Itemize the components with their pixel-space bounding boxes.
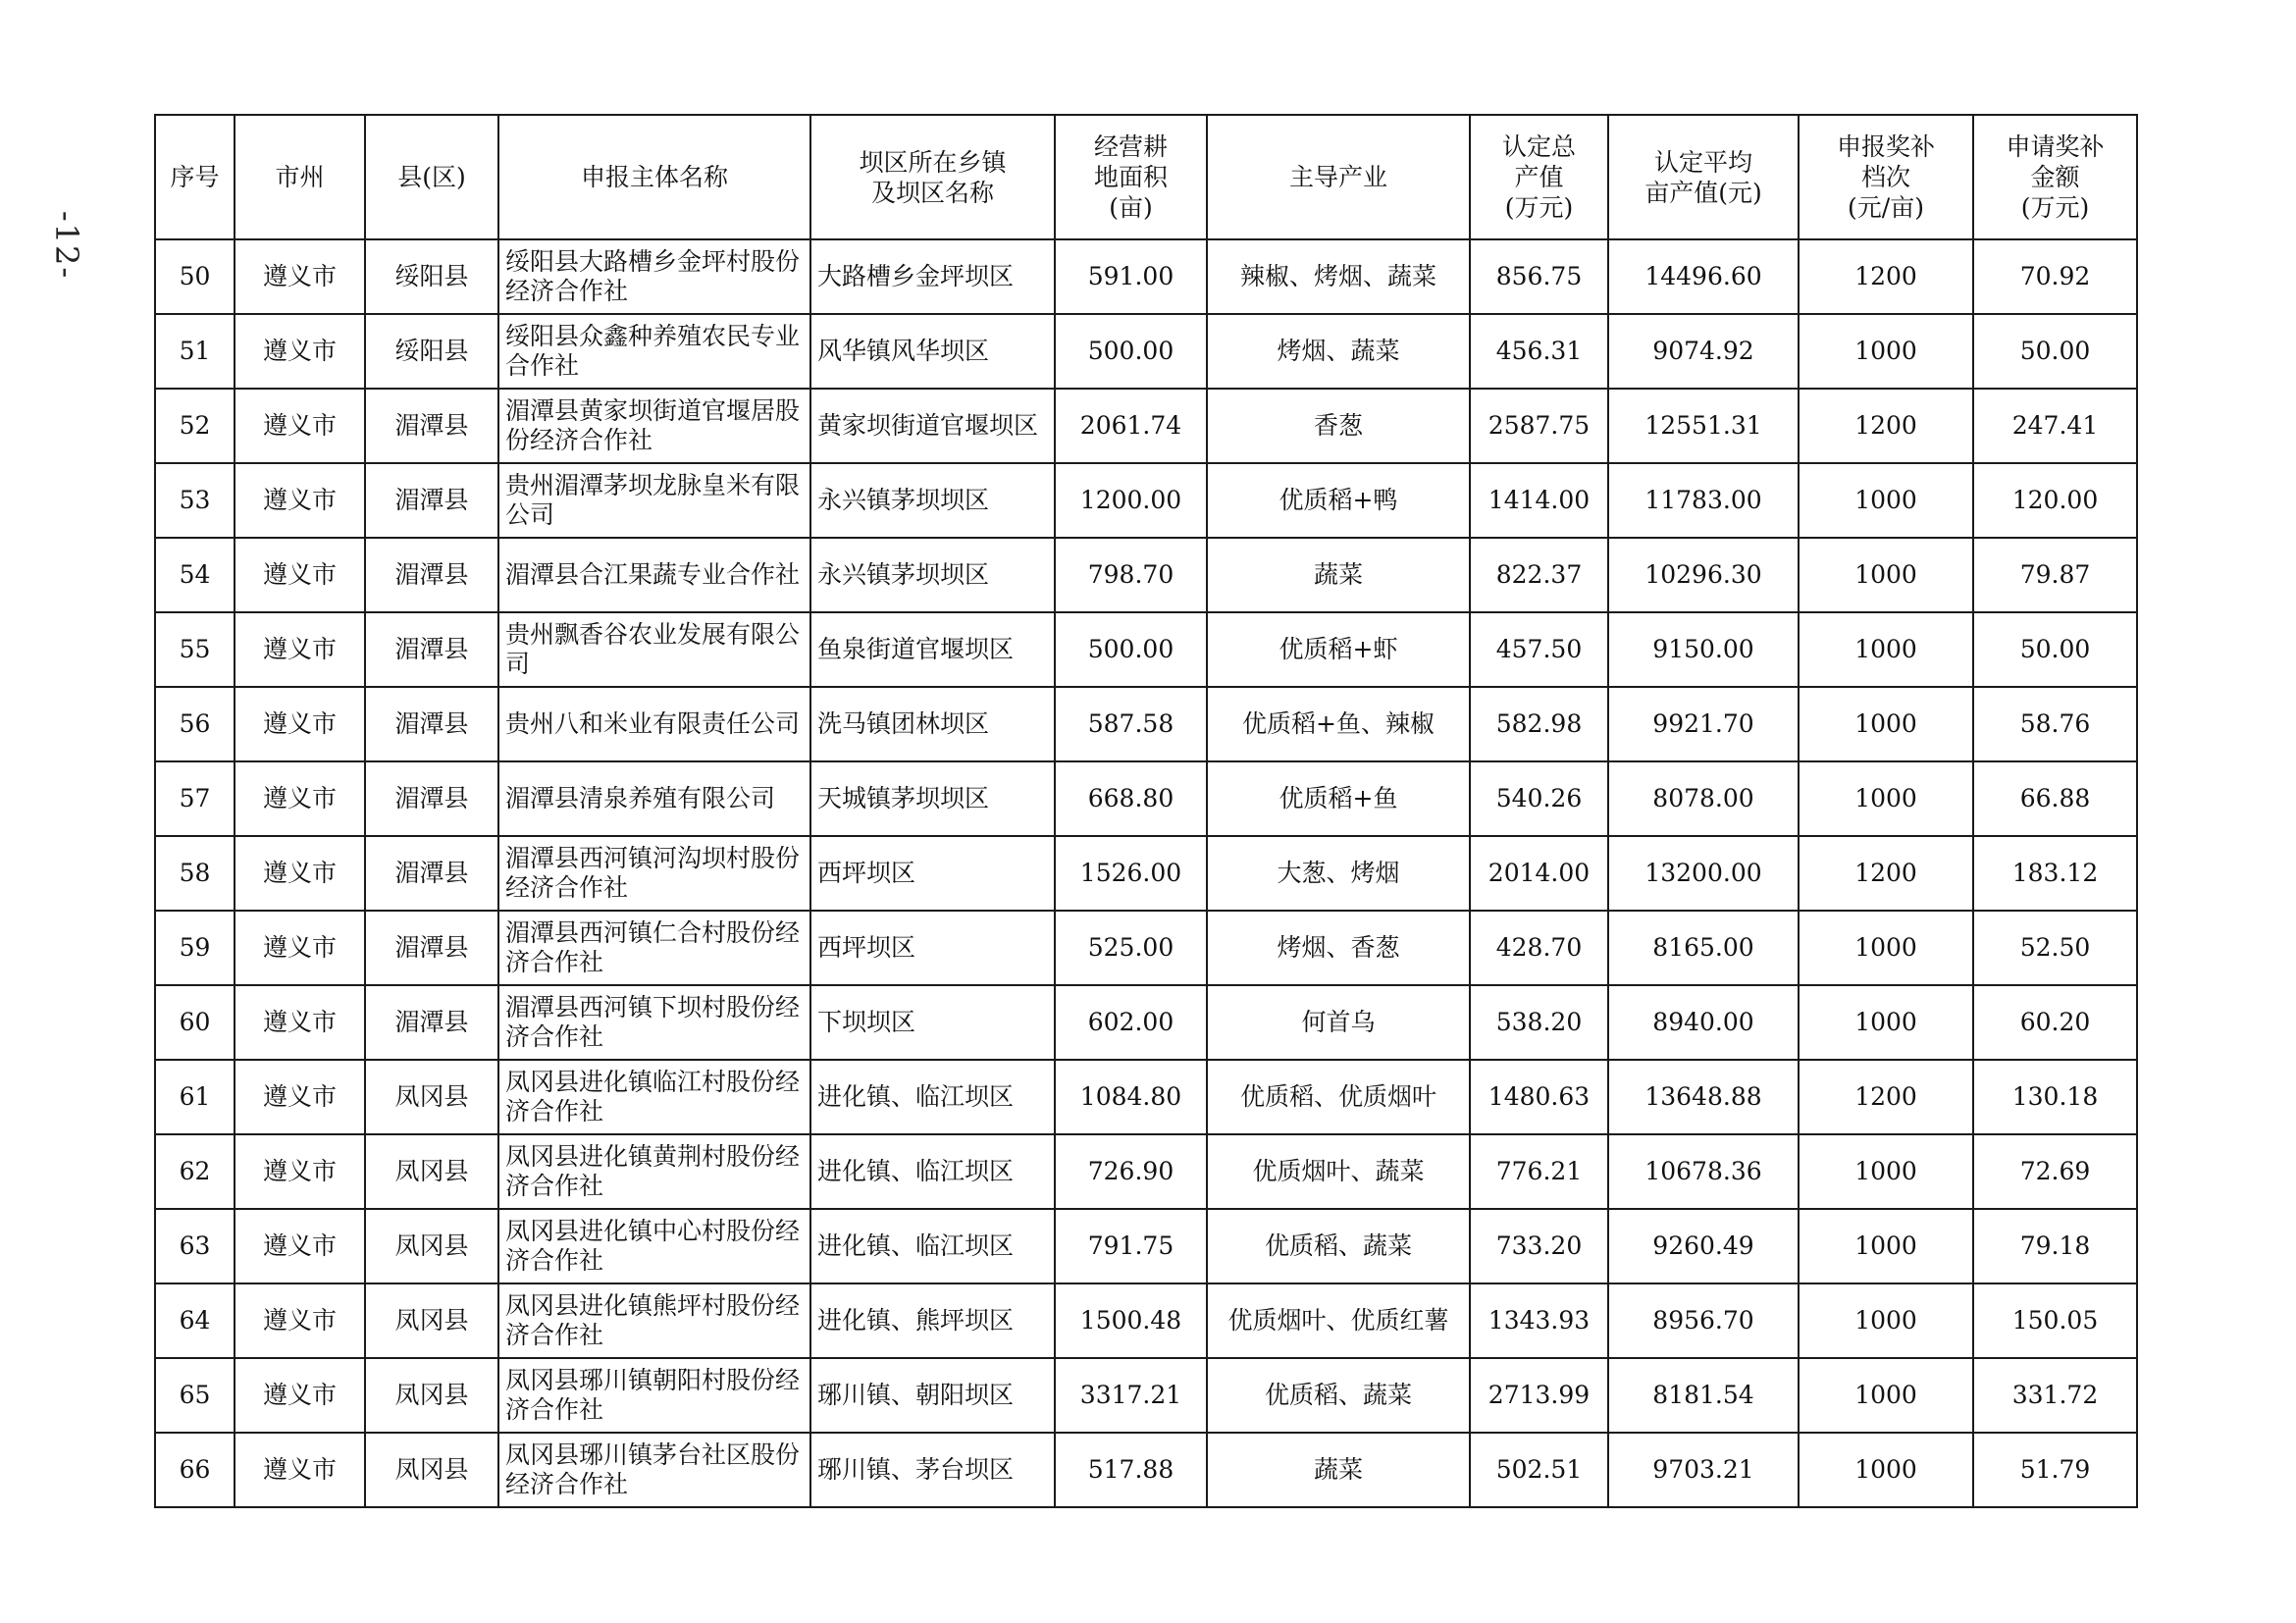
cell-seq: 62 [155,1134,235,1209]
cell-avg-output: 14496.60 [1608,239,1799,314]
cell-applicant: 湄潭县西河镇仁合村股份经济合作社 [498,911,810,985]
cell-county: 湄潭县 [365,389,498,463]
cell-zone: 进化镇、临江坝区 [810,1209,1055,1283]
table-row [155,612,2137,687]
cell-amount: 79.87 [1973,538,2137,612]
cell-seq: 64 [155,1283,235,1358]
cell-amount: 51.79 [1973,1433,2137,1507]
cell-area: 2061.74 [1055,389,1207,463]
cell-amount: 183.12 [1973,836,2137,911]
cell-tier: 1000 [1799,1358,1973,1433]
cell-city: 遵义市 [235,612,365,687]
header-seq: 序号 [155,115,235,239]
cell-avg-output: 9921.70 [1608,687,1799,761]
cell-county: 湄潭县 [365,612,498,687]
cell-city: 遵义市 [235,687,365,761]
cell-total-output: 733.20 [1470,1209,1608,1283]
cell-zone: 天城镇茅坝坝区 [810,761,1055,836]
cell-county: 凤冈县 [365,1283,498,1358]
cell-area: 1500.48 [1055,1283,1207,1358]
cell-county: 凤冈县 [365,1060,498,1134]
cell-city: 遵义市 [235,314,365,389]
header-county: 县(区) [365,115,498,239]
cell-applicant: 凤冈县进化镇中心村股份经济合作社 [498,1209,810,1283]
cell-amount: 60.20 [1973,985,2137,1060]
cell-zone: 进化镇、临江坝区 [810,1060,1055,1134]
cell-city: 遵义市 [235,1209,365,1283]
cell-avg-output: 9703.21 [1608,1433,1799,1507]
cell-applicant: 凤冈县进化镇熊坪村股份经济合作社 [498,1283,810,1358]
cell-tier: 1200 [1799,239,1973,314]
cell-area: 726.90 [1055,1134,1207,1209]
table-row [155,1358,2137,1433]
cell-total-output: 2014.00 [1470,836,1608,911]
cell-zone: 进化镇、临江坝区 [810,1134,1055,1209]
cell-tier: 1000 [1799,1209,1973,1283]
cell-tier: 1200 [1799,836,1973,911]
table-row [155,314,2137,389]
cell-county: 湄潭县 [365,985,498,1060]
subsidy-table [154,114,2138,1508]
cell-industry: 优质稻+鱼 [1207,761,1470,836]
cell-total-output: 822.37 [1470,538,1608,612]
cell-applicant: 湄潭县清泉养殖有限公司 [498,761,810,836]
cell-applicant: 凤冈县琊川镇朝阳村股份经济合作社 [498,1358,810,1433]
cell-tier: 1000 [1799,1134,1973,1209]
cell-applicant: 贵州湄潭茅坝龙脉皇米有限公司 [498,463,810,538]
cell-county: 湄潭县 [365,836,498,911]
cell-tier: 1000 [1799,687,1973,761]
cell-area: 791.75 [1055,1209,1207,1283]
cell-amount: 50.00 [1973,612,2137,687]
cell-avg-output: 10678.36 [1608,1134,1799,1209]
cell-amount: 66.88 [1973,761,2137,836]
cell-county: 凤冈县 [365,1433,498,1507]
cell-tier: 1000 [1799,911,1973,985]
table-header-row [155,115,2137,239]
header-total-output: 认定总 产值 (万元) [1470,115,1608,239]
cell-zone: 风华镇风华坝区 [810,314,1055,389]
cell-city: 遵义市 [235,985,365,1060]
cell-applicant: 湄潭县西河镇河沟坝村股份经济合作社 [498,836,810,911]
cell-tier: 1200 [1799,389,1973,463]
cell-avg-output: 9150.00 [1608,612,1799,687]
cell-applicant: 湄潭县黄家坝街道官堰居股份经济合作社 [498,389,810,463]
cell-industry: 优质稻+鸭 [1207,463,1470,538]
cell-county: 湄潭县 [365,687,498,761]
cell-applicant: 贵州八和米业有限责任公司 [498,687,810,761]
cell-avg-output: 11783.00 [1608,463,1799,538]
cell-tier: 1200 [1799,1060,1973,1134]
cell-seq: 65 [155,1358,235,1433]
cell-county: 湄潭县 [365,761,498,836]
table-body [155,239,2137,1507]
cell-seq: 50 [155,239,235,314]
table-row [155,463,2137,538]
cell-applicant: 贵州飘香谷农业发展有限公司 [498,612,810,687]
cell-zone: 鱼泉街道官堰坝区 [810,612,1055,687]
cell-amount: 70.92 [1973,239,2137,314]
cell-tier: 1000 [1799,761,1973,836]
cell-area: 591.00 [1055,239,1207,314]
cell-seq: 57 [155,761,235,836]
header-area: 经营耕 地面积 (亩) [1055,115,1207,239]
cell-industry: 烤烟、香葱 [1207,911,1470,985]
cell-seq: 59 [155,911,235,985]
cell-industry: 烤烟、蔬菜 [1207,314,1470,389]
table-row [155,239,2137,314]
cell-applicant: 凤冈县琊川镇茅台社区股份经济合作社 [498,1433,810,1507]
cell-amount: 79.18 [1973,1209,2137,1283]
cell-total-output: 457.50 [1470,612,1608,687]
cell-total-output: 1480.63 [1470,1060,1608,1134]
cell-tier: 1000 [1799,463,1973,538]
cell-amount: 58.76 [1973,687,2137,761]
cell-zone: 大路槽乡金坪坝区 [810,239,1055,314]
cell-industry: 优质稻、蔬菜 [1207,1358,1470,1433]
cell-avg-output: 12551.31 [1608,389,1799,463]
cell-total-output: 428.70 [1470,911,1608,985]
cell-avg-output: 8940.00 [1608,985,1799,1060]
cell-county: 湄潭县 [365,463,498,538]
cell-area: 1200.00 [1055,463,1207,538]
table-row [155,985,2137,1060]
header-avg-output: 认定平均 亩产值(元) [1608,115,1799,239]
cell-county: 绥阳县 [365,239,498,314]
cell-zone: 下坝坝区 [810,985,1055,1060]
table-row [155,761,2137,836]
cell-avg-output: 8956.70 [1608,1283,1799,1358]
cell-total-output: 1343.93 [1470,1283,1608,1358]
cell-industry: 蔬菜 [1207,1433,1470,1507]
cell-area: 1526.00 [1055,836,1207,911]
table-row [155,1060,2137,1134]
cell-industry: 优质稻+虾 [1207,612,1470,687]
cell-industry: 何首乌 [1207,985,1470,1060]
cell-industry: 优质烟叶、蔬菜 [1207,1134,1470,1209]
cell-applicant: 凤冈县进化镇黄荆村股份经济合作社 [498,1134,810,1209]
cell-total-output: 1414.00 [1470,463,1608,538]
table-row [155,1134,2137,1209]
cell-county: 绥阳县 [365,314,498,389]
cell-county: 湄潭县 [365,911,498,985]
cell-total-output: 2587.75 [1470,389,1608,463]
cell-avg-output: 9260.49 [1608,1209,1799,1283]
cell-county: 凤冈县 [365,1134,498,1209]
cell-city: 遵义市 [235,1060,365,1134]
cell-city: 遵义市 [235,538,365,612]
cell-seq: 60 [155,985,235,1060]
cell-city: 遵义市 [235,1358,365,1433]
cell-avg-output: 9074.92 [1608,314,1799,389]
cell-applicant: 湄潭县合江果蔬专业合作社 [498,538,810,612]
cell-amount: 150.05 [1973,1283,2137,1358]
table-row [155,1209,2137,1283]
cell-tier: 1000 [1799,538,1973,612]
cell-zone: 西坪坝区 [810,911,1055,985]
cell-total-output: 582.98 [1470,687,1608,761]
cell-amount: 120.00 [1973,463,2137,538]
cell-total-output: 776.21 [1470,1134,1608,1209]
cell-area: 587.58 [1055,687,1207,761]
cell-county: 凤冈县 [365,1358,498,1433]
cell-zone: 永兴镇茅坝坝区 [810,538,1055,612]
cell-total-output: 540.26 [1470,761,1608,836]
cell-city: 遵义市 [235,1433,365,1507]
cell-tier: 1000 [1799,1283,1973,1358]
cell-city: 遵义市 [235,239,365,314]
cell-total-output: 538.20 [1470,985,1608,1060]
cell-zone: 琊川镇、朝阳坝区 [810,1358,1055,1433]
table-row [155,389,2137,463]
cell-total-output: 856.75 [1470,239,1608,314]
cell-applicant: 湄潭县西河镇下坝村股份经济合作社 [498,985,810,1060]
cell-area: 500.00 [1055,314,1207,389]
cell-area: 1084.80 [1055,1060,1207,1134]
cell-total-output: 456.31 [1470,314,1608,389]
cell-area: 3317.21 [1055,1358,1207,1433]
cell-applicant: 绥阳县众鑫种养殖农民专业合作社 [498,314,810,389]
cell-seq: 61 [155,1060,235,1134]
cell-amount: 130.18 [1973,1060,2137,1134]
cell-seq: 63 [155,1209,235,1283]
cell-seq: 51 [155,314,235,389]
header-city: 市州 [235,115,365,239]
cell-amount: 50.00 [1973,314,2137,389]
table-row [155,687,2137,761]
cell-tier: 1000 [1799,1433,1973,1507]
cell-applicant: 绥阳县大路槽乡金坪村股份经济合作社 [498,239,810,314]
cell-total-output: 502.51 [1470,1433,1608,1507]
cell-city: 遵义市 [235,836,365,911]
cell-seq: 54 [155,538,235,612]
cell-total-output: 2713.99 [1470,1358,1608,1433]
cell-zone: 洗马镇团林坝区 [810,687,1055,761]
cell-city: 遵义市 [235,389,365,463]
cell-city: 遵义市 [235,463,365,538]
cell-zone: 琊川镇、茅台坝区 [810,1433,1055,1507]
cell-amount: 247.41 [1973,389,2137,463]
cell-city: 遵义市 [235,1283,365,1358]
table-row [155,836,2137,911]
cell-county: 湄潭县 [365,538,498,612]
cell-area: 798.70 [1055,538,1207,612]
cell-seq: 66 [155,1433,235,1507]
header-industry: 主导产业 [1207,115,1470,239]
cell-industry: 大葱、烤烟 [1207,836,1470,911]
cell-amount: 331.72 [1973,1358,2137,1433]
cell-zone: 西坪坝区 [810,836,1055,911]
cell-zone: 进化镇、熊坪坝区 [810,1283,1055,1358]
cell-avg-output: 8181.54 [1608,1358,1799,1433]
header-amount: 申请奖补 金额 (万元) [1973,115,2137,239]
cell-city: 遵义市 [235,761,365,836]
cell-industry: 蔬菜 [1207,538,1470,612]
cell-county: 凤冈县 [365,1209,498,1283]
cell-avg-output: 8165.00 [1608,911,1799,985]
cell-amount: 72.69 [1973,1134,2137,1209]
cell-industry: 优质烟叶、优质红薯 [1207,1283,1470,1358]
cell-zone: 黄家坝街道官堰坝区 [810,389,1055,463]
header-tier: 申报奖补 档次 (元/亩) [1799,115,1973,239]
cell-zone: 永兴镇茅坝坝区 [810,463,1055,538]
cell-seq: 56 [155,687,235,761]
cell-seq: 58 [155,836,235,911]
cell-industry: 辣椒、烤烟、蔬菜 [1207,239,1470,314]
table-row [155,1433,2137,1507]
table-row [155,538,2137,612]
cell-city: 遵义市 [235,1134,365,1209]
cell-avg-output: 13200.00 [1608,836,1799,911]
cell-tier: 1000 [1799,314,1973,389]
cell-area: 525.00 [1055,911,1207,985]
cell-industry: 香葱 [1207,389,1470,463]
cell-area: 602.00 [1055,985,1207,1060]
cell-area: 668.80 [1055,761,1207,836]
cell-avg-output: 10296.30 [1608,538,1799,612]
cell-area: 517.88 [1055,1433,1207,1507]
table-row [155,911,2137,985]
header-zone: 坝区所在乡镇 及坝区名称 [810,115,1055,239]
page-number: -12- [48,210,85,281]
cell-amount: 52.50 [1973,911,2137,985]
table-row [155,1283,2137,1358]
cell-tier: 1000 [1799,985,1973,1060]
cell-avg-output: 13648.88 [1608,1060,1799,1134]
cell-area: 500.00 [1055,612,1207,687]
cell-industry: 优质稻、优质烟叶 [1207,1060,1470,1134]
cell-avg-output: 8078.00 [1608,761,1799,836]
cell-city: 遵义市 [235,911,365,985]
cell-tier: 1000 [1799,612,1973,687]
cell-applicant: 凤冈县进化镇临江村股份经济合作社 [498,1060,810,1134]
header-applicant: 申报主体名称 [498,115,810,239]
cell-seq: 52 [155,389,235,463]
cell-industry: 优质稻、蔬菜 [1207,1209,1470,1283]
cell-seq: 53 [155,463,235,538]
cell-seq: 55 [155,612,235,687]
cell-industry: 优质稻+鱼、辣椒 [1207,687,1470,761]
